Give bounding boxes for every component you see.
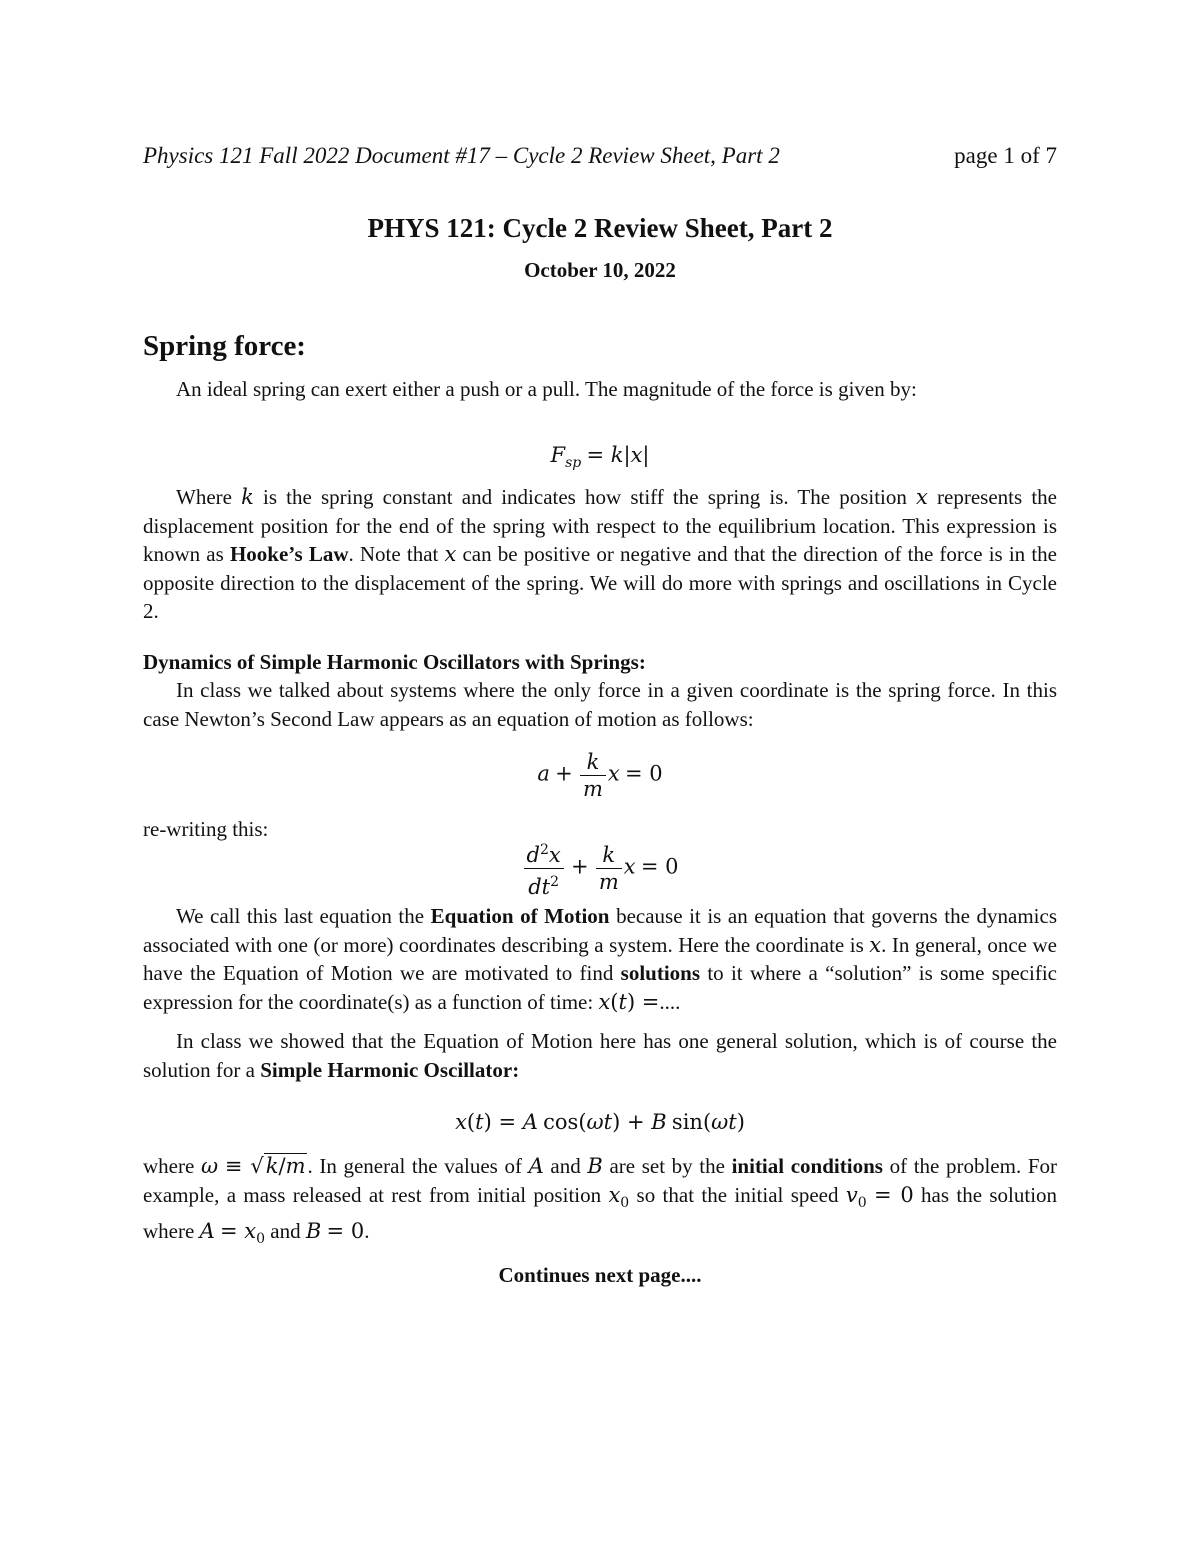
subheading-dynamics: Dynamics of Simple Harmonic Oscillators with Springs: bbox=[143, 650, 646, 674]
equation-of-motion: $\frac{d^2x}{dt^2}$ + $\frac{k}{m}$ x = 0 bbox=[0, 838, 1200, 899]
text: so that the initial speed bbox=[629, 1182, 846, 1207]
text: of the problem. For example, a mass released at rest from initial position bbox=[143, 1154, 1058, 1207]
page-title: PHYS 121: Cycle 2 Review Sheet, Part 2 bbox=[367, 213, 833, 243]
text: has the solution where bbox=[143, 1182, 1058, 1244]
text: . bbox=[364, 1219, 370, 1244]
page-date: October 10, 2022 bbox=[524, 258, 676, 282]
text: represents the displacement position for the end of the spring with respect to the equilibrium location. This expression is known as bbox=[143, 485, 1057, 567]
solution-paragraph bbox=[143, 1027, 1057, 1084]
text: to it where a “solution” is some specific expression for the coordinate(s) as a function of time: bbox=[143, 961, 1057, 1014]
text: Where bbox=[176, 485, 242, 509]
header-document-title: Physics 121 Fall 2022 Document #17 – Cycle 2 Review Sheet, Part 2 bbox=[143, 143, 780, 168]
section-heading-spring-force: Spring force: bbox=[143, 330, 306, 362]
text: In class we showed that the Equation of Motion here has one general solution, which is of course the solution for a bbox=[143, 1029, 1057, 1082]
bold-term-equation-of-motion: Equation of Motion bbox=[430, 904, 610, 928]
text: are set by the bbox=[602, 1154, 732, 1178]
equation-newton-spring: a + $\frac{k}{m}$ x = 0 bbox=[537, 750, 663, 801]
text: is the spring constant and indicates how stiff the spring is. The position bbox=[253, 485, 917, 509]
page-header bbox=[143, 143, 1057, 169]
initial-conditions-paragraph: where ω ≡ √k/m. In general the values of A and B are set by the initial conditions of the problem. For example, a mass released at rest from initial position $x_0$ so that the initial speed $v_0 = 0$ has the solution where $A = x_0$ and B = 0. bbox=[143, 1154, 1058, 1248]
bold-term-simple-harmonic-oscillator: Simple Harmonic Oscillator: bbox=[260, 1057, 520, 1082]
equation-hookes-law: $F_{sp} = k|x|$ bbox=[550, 443, 650, 472]
text: and bbox=[543, 1154, 588, 1178]
text: because it is an equation that governs the dynamics associated with one (or more) coordinates describing a system. Here the coordinate is bbox=[143, 904, 1057, 957]
equation-of-motion-paragraph: We call this last equation the Equation of Motion because it is an equation that governs the dynamics associated with one (or more) coordinates describing a system. Here the coordinate is x. In general, once we have the Equation of Motion we are motivated to find solutions to it where a “solution” is some specific expression for the coordinate(s) as a function of time: x(t) =.... bbox=[143, 904, 1057, 1014]
rewriting-label: re-writing this: bbox=[143, 817, 269, 841]
dynamics-intro-paragraph: In class we talked about systems where the only force in a given coordinate is the spring force. In this case Newton’s Second Law appears as an equation of motion as follows: bbox=[143, 678, 1057, 731]
text: and bbox=[265, 1219, 306, 1244]
text: We call this last equation the bbox=[176, 904, 431, 928]
text: where bbox=[143, 1154, 201, 1178]
continues-next-page: Continues next page.... bbox=[498, 1263, 702, 1287]
text: . Note that bbox=[348, 542, 445, 567]
header-page-number: page 1 of 7 bbox=[954, 143, 1057, 168]
equation-sho-solution: x(t) = A cos(ωt) + B sin(ωt) bbox=[455, 1110, 745, 1134]
text: . In general, once we have the Equation of Motion we are motivated to find bbox=[143, 932, 1057, 986]
hookes-law-paragraph: Where k is the spring constant and indicates how stiff the spring is. The position x represents the displacement position for the end of the spring with respect to the equilibrium location. This expression is known as Hooke’s Law. Note that x can be positive or negative and that the direction of the force is in the opposite direction to the displacement of the spring. We will do more with springs and oscillations in Cycle 2. bbox=[143, 485, 1057, 624]
bold-term-hookes-law: Hooke’s Law bbox=[229, 542, 349, 567]
text: . In general the values of bbox=[307, 1154, 529, 1178]
bold-term-solutions: solutions bbox=[620, 961, 701, 986]
text: can be positive or negative and that the direction of the force is in the opposite direction to the displacement of the spring. We will do more with springs and oscillations in Cycle 2. bbox=[143, 542, 1057, 624]
spring-intro-paragraph: An ideal spring can exert either a push or a pull. The magnitude of the force is given by: bbox=[176, 377, 917, 401]
text: .... bbox=[659, 989, 681, 1014]
bold-term-initial-conditions: initial conditions bbox=[731, 1154, 883, 1178]
